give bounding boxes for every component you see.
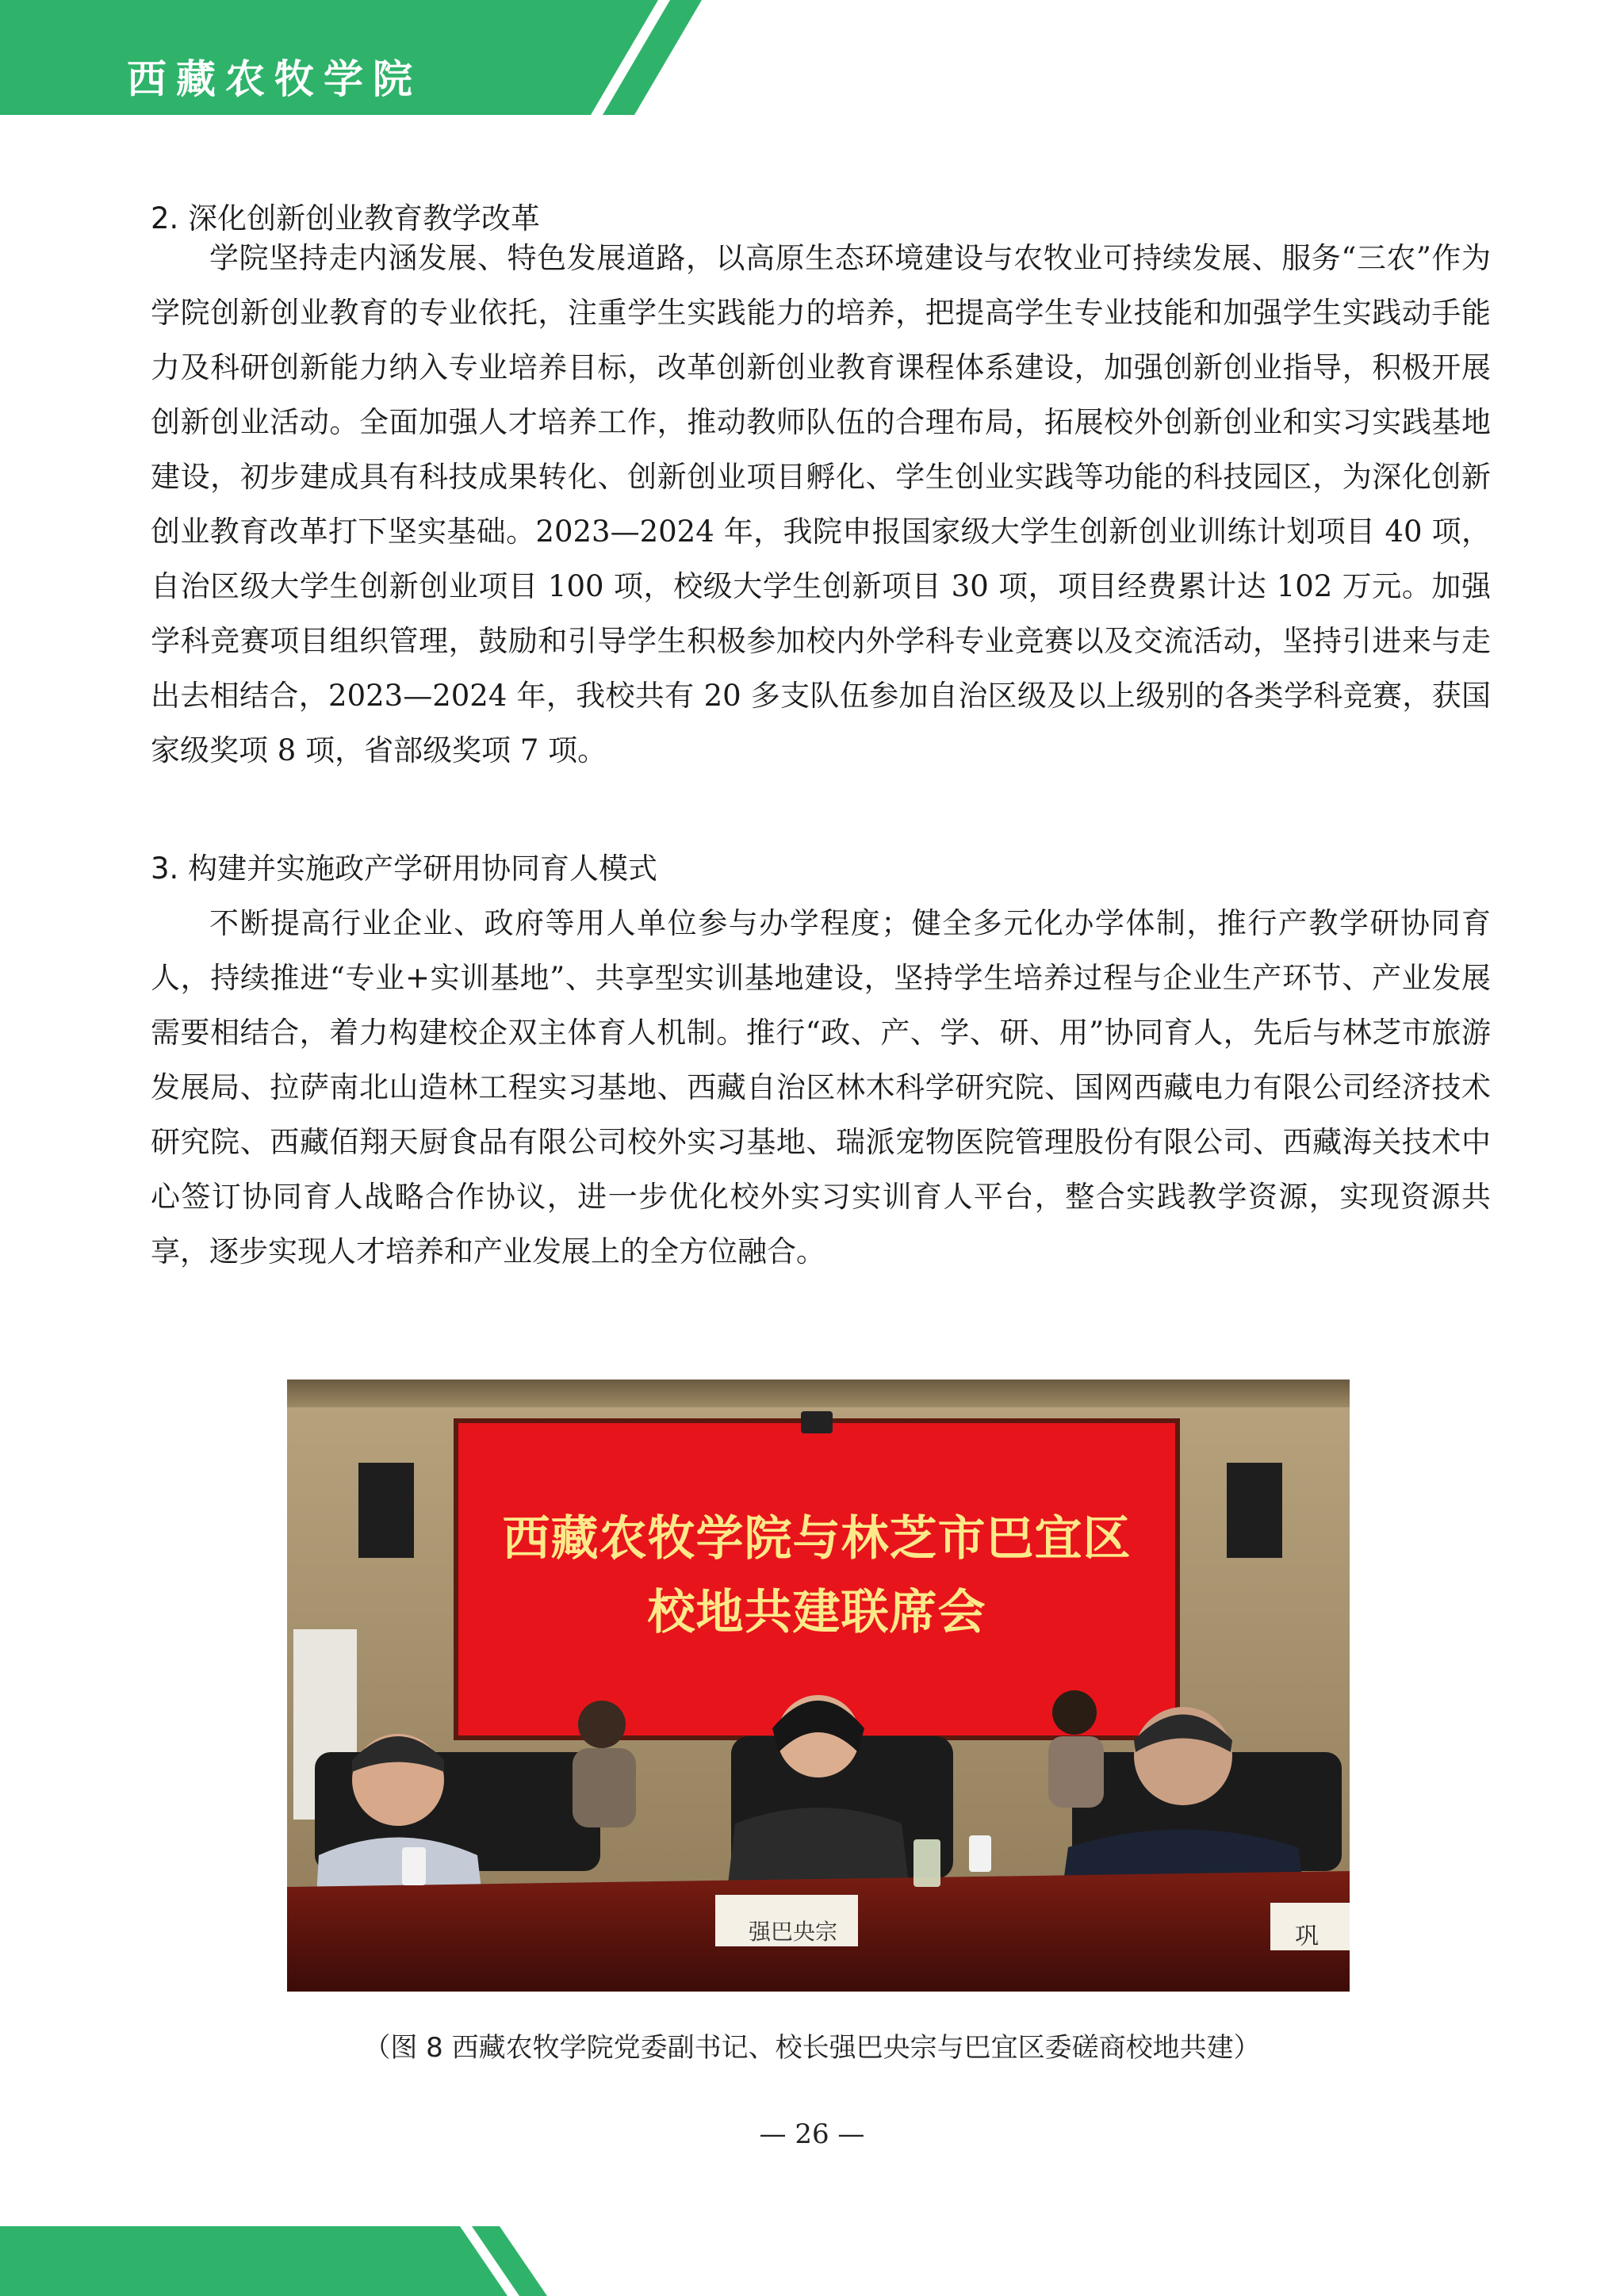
section-paragraph: 学院坚持走内涵发展、特色发展道路，以高原生态环境建设与农牧业可持续发展、服务“三农”作为学院创新创业教育的专业依托，注重学生实践能力的培养，把提高学生专业技能和加强学生实践动手能力及科研创新能力纳入专业培养目标，改革创新创业教育课程体系建设，加强创新创业指导，积极开展创新创业活动。全面加强人才培养工作，推动教师队伍的合理布局，拓展校外创新创业和实习实践基地建设，初步建成具有科技成果转化、创新创业项目孵化、学生创业实践等功能的科技园区，为深化创新创业教育改革打下坚实基础。2023—2024 年，我院申报国家级大学生创新创业训练计划项目 40 项，自治区级大学生创新创业项目 100 项，校级大学生创新项目 30 项，项目经费累计达 102 万元。加强学科竞赛项目组织管理，鼓励和引导学生积极参加校内外学科专业竞赛以及交流活动，坚持引进来与走出去相结合，2023—2024 年，我校共有 20 多支队伍参加自治区级及以上级别的各类学科竞赛，获国家级奖项 8 项，省部级奖项 7 项。 — [151, 241, 1491, 767]
nameplate-right: 巩 — [1295, 1923, 1319, 1950]
section-paragraph: 不断提高行业企业、政府等用人单位参与办学程度；健全多元化办学体制，推行产教学研协同育人，持续推进“专业+实训基地”、共享型实训基地建设，坚持学生培养过程与企业生产环节、产业发展需要相结合，着力构建校企双主体育人机制。推行“政、产、学、研、用”协同育人，先后与林芝市旅游发展局、拉萨南北山造林工程实习基地、西藏自治区林木科学研究院、国网西藏电力有限公司经济技术研究院、西藏佰翔天厨食品有限公司校外实习基地、瑞派宠物医院管理股份有限公司、西藏海关技术中心签订协同育人战略合作协议，进一步优化校外实习实训育人平台，整合实践教学资源，实现资源共享，逐步实现人才培养和产业发展上的全方位融合。 — [151, 906, 1491, 1269]
banner-title-line1: 西藏农牧学院与林芝市巴宜区 — [502, 1511, 1132, 1567]
banner-title-line2: 校地共建联席会 — [647, 1585, 986, 1640]
page-number: — 26 — — [759, 2118, 865, 2150]
section-heading: 3. 构建并实施政产学研用协同育人模式 — [151, 851, 658, 886]
nameplate-center: 强巴央宗 — [748, 1919, 837, 1945]
meeting-photo — [287, 1380, 1350, 1992]
figure-caption: （图 8 西藏农牧学院党委副书记、校长强巴央宗与巴宜区委磋商校地共建） — [363, 2032, 1261, 2064]
header-title: 西藏农牧学院 — [127, 55, 422, 102]
footer-band — [0, 2226, 555, 2296]
section-heading: 2. 深化创新创业教育教学改革 — [151, 201, 541, 235]
